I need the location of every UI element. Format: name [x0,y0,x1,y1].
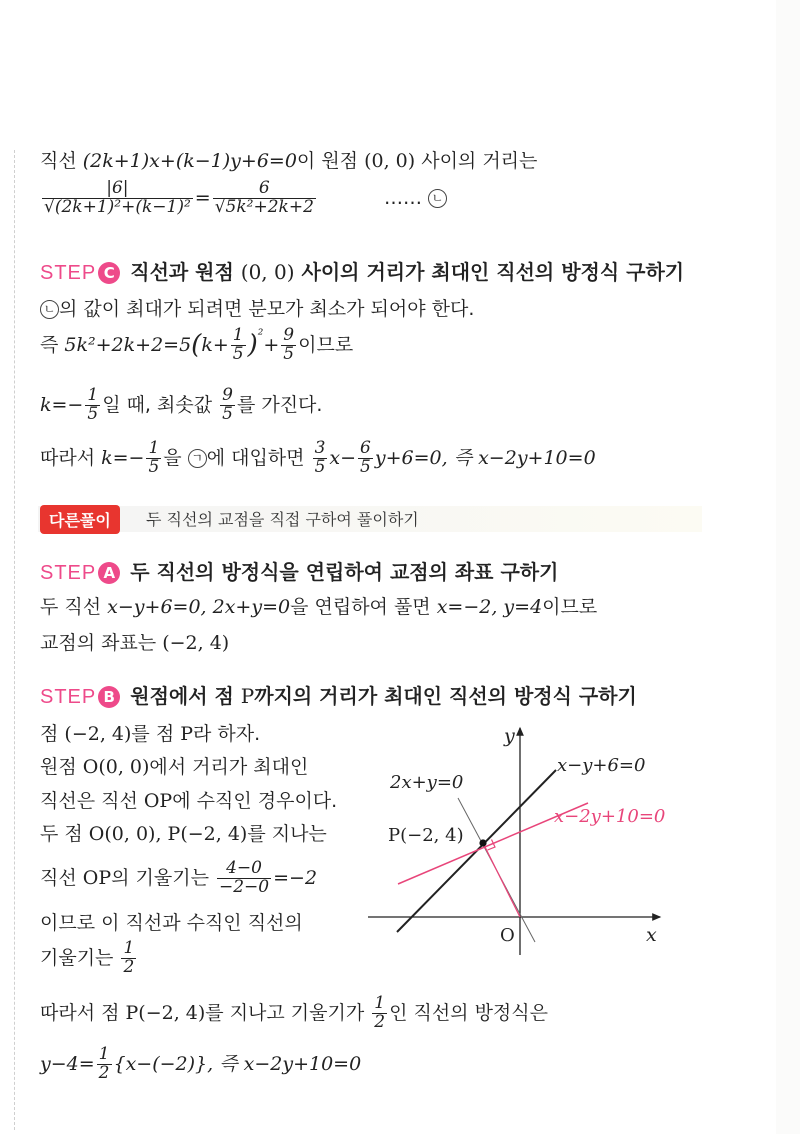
step-title: 원점에서 점 [130,684,241,708]
denominator: 5 [314,456,326,477]
math: OP [143,790,173,812]
numerator: 6 [360,438,371,458]
fraction [372,995,387,1032]
step-title: 까지의 거리가 최대인 직선의 방정식 구하기 [254,684,637,708]
step-title-point: (0, 0) [240,260,295,284]
step-title: 사이의 거리가 최대인 직선의 방정식 구하기 [294,260,685,284]
text: 인 직선의 방정식은 [389,1001,548,1024]
text: 를 가진다. [236,393,323,416]
text: 따라서 [40,446,102,469]
y-axis-label: y [504,725,515,747]
text: 이므로 [298,334,354,356]
step-badge: A [98,562,120,584]
math: + [263,334,280,356]
line-equation: (2k+1)x+(k−1)y+6=0 [82,150,297,172]
math: P(−2, 4) [125,1001,206,1024]
label-red-line: x−2y+10=0 [554,806,666,827]
denominator: √5k²+2k+2 [214,196,314,217]
denominator: 5 [222,403,233,424]
numerator: 1 [148,438,160,458]
circled-mark: ㄴ [428,189,447,208]
text: 직선은 직선 [40,790,144,812]
math: =−2 [273,866,318,889]
text: 의 기울기는 [111,866,215,889]
denominator: 2 [374,1011,386,1032]
text: 에서 거리가 최대인 [149,756,309,778]
text: 즉 [40,334,65,356]
math: y−4= [40,1052,95,1075]
numerator: 4−0 [226,858,262,878]
numerator: 6 [258,178,270,198]
math: x−2y+10=0 [243,1052,362,1075]
text: 를 점 [131,723,181,745]
math: y+6=0, 즉 [374,446,479,469]
point-p [479,839,486,846]
circled-mark: ㄱ [188,449,207,468]
numerator: 9 [222,385,233,405]
label-x-y-6: x−y+6=0 [557,755,646,776]
paren: ) [247,330,258,360]
math: k=− [101,446,145,469]
text: 이므로 [542,596,598,618]
dots: …… [383,186,422,209]
step-title: 두 직선의 방정식을 연립하여 교점의 좌표 구하기 [130,560,559,584]
step-badge: C [98,262,120,284]
math: 5k²+2k+2=5 [64,334,192,356]
math: x−y+6=0, 2x+y=0 [107,596,291,618]
text: 두 점 [40,823,89,845]
text: 를 지나고 기울기가 [205,1001,371,1024]
text: 두 직선 [40,596,108,618]
text: 직선 [40,866,83,889]
equals: = [194,186,211,209]
origin-point: (0, 0) [364,150,416,172]
step-title: 직선과 원점 [130,260,241,284]
text: 의 값이 최대가 되려면 분모가 최소가 되어야 한다. [59,298,475,320]
point-p-label: P(−2, 4) [388,825,464,846]
denominator: 5 [360,456,371,477]
step-badge: B [98,686,120,708]
text: 교점의 좌표는 [40,632,163,654]
label-2x-y-0: 2x+y=0 [390,772,464,793]
fraction [97,1046,112,1083]
denominator: 5 [283,344,295,364]
math: O(0, 0) [82,756,150,778]
math: (−2, 4) [64,723,132,745]
step-label: STEP [40,686,97,708]
math: k=− [40,393,84,416]
superscript: ² [257,327,264,343]
text: 라 하자. [193,723,261,745]
text: 점 [40,723,65,745]
text: 일 때, 최솟값 [102,393,219,416]
circled-mark: ㄴ [40,300,59,319]
math: P [180,723,194,745]
final-line-1 [40,995,548,1032]
text: 를 지나는 [247,823,327,845]
text: 을 [163,446,188,469]
math: k+ [201,334,229,356]
text: 에 대입하면 [206,446,311,469]
numerator: 1 [87,385,99,405]
denominator: 5 [87,403,99,424]
text: 직선 [40,150,83,172]
origin-label: O [500,925,515,946]
text: 에 수직인 경우이다. [172,790,338,812]
numerator: 1 [232,325,244,346]
alt-solution-tag: 다른풀이 [40,505,120,534]
numerator: |6| [106,178,129,198]
math: (−2, 4) [162,632,230,654]
text: 기울기는 [40,946,120,969]
paren: ( [191,330,202,360]
numerator: 9 [283,325,295,346]
segment-op [483,843,520,917]
math: x−2y+10=0 [478,446,596,469]
step-label: STEP [40,562,97,584]
step-label: STEP [40,262,97,284]
denominator: 5 [148,456,160,477]
numerator: 3 [314,438,326,458]
denominator: −2−0 [218,876,270,897]
x-axis-label: x [646,924,657,946]
numerator: 1 [374,993,386,1013]
math: x=−2, y=4 [436,596,543,618]
math: OP [82,866,112,889]
math: {x−(−2)}, 즉 [113,1052,244,1075]
text: 이므로 이 직선과 수직인 직선의 [40,912,303,934]
step-title-point: P [240,684,255,708]
denominator: 5 [232,344,244,364]
text: 사이의 거리는 [415,150,538,172]
denominator: 2 [98,1062,110,1083]
denominator: √(2k+1)²+(k−1)² [44,196,191,217]
text: 원점 [40,756,83,778]
alt-solution-title: 두 직선의 교점을 직접 구하여 풀이하기 [146,510,419,529]
final-line-2 [40,1046,361,1083]
text: 이 원점 [296,150,365,172]
math: O(0, 0), P(−2, 4) [88,823,248,845]
numerator: 1 [123,938,135,958]
text: 따라서 점 [40,1001,126,1024]
numerator: 1 [98,1044,110,1064]
denominator: 2 [123,956,135,977]
text: 을 연립하여 풀면 [290,596,437,618]
math: x− [329,446,357,469]
